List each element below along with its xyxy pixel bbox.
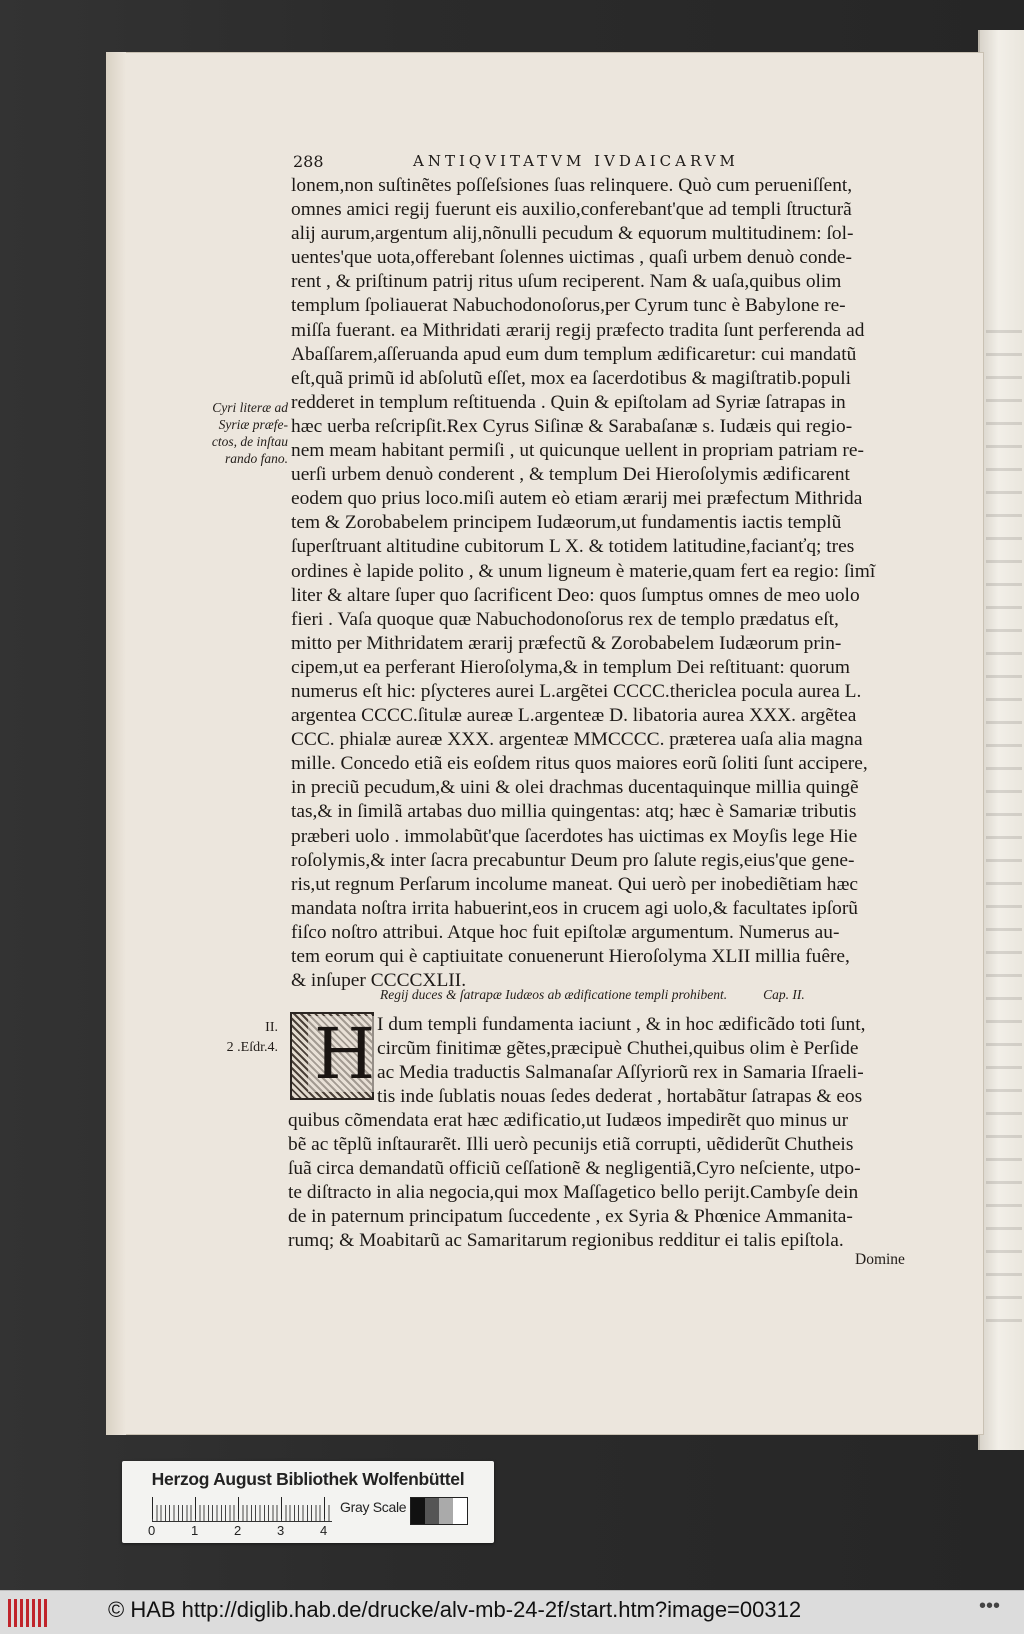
text-line: eodem quo prius loco.miſi autem eò etiam ærarij mei præfectum Mithrida (291, 488, 863, 510)
marginal-note-line: rando fano. (224, 451, 288, 466)
text-line: tem eorum qui è captiuitate conuenerunt Hieroſolyma XLII millia fuêre, (291, 946, 850, 967)
text-line: bẽ ac tẽplũ inſtaurarẽt. Illi uerò pecunijs etiã corrupti, uẽdiderũt Chutheis (288, 1134, 854, 1156)
scale-number: 0 (148, 1523, 156, 1538)
marginal-note-line: 2 .Eſdr.4. (226, 1040, 278, 1055)
text-line: miſſa fuerant. ea Mithridati ærarij regij præfecto tradita ſunt perferenda ad (291, 319, 865, 341)
text-line: circũm finitimæ gẽtes,præcipuè Chuthei,quibus olim è Perſide (377, 1038, 859, 1060)
chapter-heading (380, 987, 805, 1003)
text-line: tem & Zorobabelem principem Iudæorum,ut fundamentis iactis templũ (291, 512, 842, 534)
ruler-major-tick (195, 1497, 196, 1519)
text-line: præberi uolo . immolabũt'que ſacerdotes has uictimas ex Moyſis lege Hie (291, 825, 858, 847)
text-line: mille. Concedo etiã eis eoſdem ritus quos maiores eorũ ſoliti ſunt accipere, (291, 753, 868, 775)
ruler-major-tick (281, 1497, 282, 1519)
marginal-note-cyrus-letter (180, 399, 288, 467)
chapter-label: Cap. II. (763, 987, 805, 1002)
scale-number: 4 (320, 1523, 328, 1538)
chapter-text-indented (377, 1013, 865, 1109)
text-line: rent , & priſtinum patrij ritus uſum reciperent. Nam & uaſa,quibus olim (291, 271, 842, 293)
text-line: templum ſpoliauerat Nabuchodonoſorus,per Cyrum tunc è Babylone re- (291, 295, 846, 317)
ruler-major-tick (152, 1497, 153, 1519)
text-line: fiſco noſtro attribui. Atque hoc fuit epiſtolæ argumentum. Numerus au- (291, 921, 840, 943)
marginal-note-line: II. (265, 1020, 278, 1035)
hab-logo-icon (8, 1599, 50, 1627)
text-line: mandata noſtra irrita habuerint,eos in crucem agi uolo,& facultates ipſorũ (291, 897, 858, 919)
text-line: liter & altare ſuper quo ſacrificent Deo: quos ſumptus omnes de meo uolo (291, 584, 860, 606)
running-head: ANTIQVITATVM IVDAICARVM (413, 152, 739, 170)
gray-scale-swatch (410, 1497, 468, 1525)
scale-number: 2 (234, 1523, 242, 1538)
text-line: numerus eſt hic: pſycteres aurei L.argẽtei CCCC.thericlea pocula aurea L. (291, 680, 862, 702)
text-line: argentea CCCC.ſitulæ aureæ L.argenteæ D. libatoria aurea XXX. argẽtea (291, 705, 857, 727)
text-line: eſt,quã primũ id abſolutũ eſſet, mox ea ſacerdotibus & magiſtratib.populi (291, 367, 852, 389)
viewer-footer (0, 1590, 1024, 1634)
text-line: cipem,ut ea perferant Hieroſolyma,& in templum Dei reſtituant: quorum (291, 656, 850, 678)
text-line: CCC. phialæ aureæ XXX. argenteæ MMCCCC. præterea uaſa alia magna (291, 729, 863, 751)
text-line: de in paternum principatum ſuccedente , ex Syria & Phœnice Ammanita- (288, 1206, 853, 1228)
ruler-major-tick (238, 1497, 239, 1519)
text-line: redderet in templum reſtituenda . Quin & epiſtolam ad Syriæ ſatrapas in (291, 391, 846, 413)
page-header (293, 150, 853, 176)
scale-number: 1 (191, 1523, 199, 1538)
ruler-major-tick (324, 1497, 325, 1519)
marginal-note-line: Syriæ præfe- (218, 417, 288, 432)
text-line: & inſuper CCCCXLII. (291, 970, 467, 992)
calibration-card (122, 1461, 494, 1543)
initial-letter: H (308, 1016, 381, 1092)
library-name: Herzog August Bibliothek Wolfenbüttel (151, 1469, 465, 1489)
text-line: ſuã circa demandatũ officiũ ceſſationẽ & negligentiã,Cyro neſciente, utpo- (288, 1158, 861, 1180)
text-line: hæc uerba reſcripſit.Rex Cyrus Siſinæ & Sarabaſanæ s. Iudæis qui regio- (291, 415, 853, 437)
text-line: te diſtracto in alia negocia,qui mox Maſſagetico bello perijt.Cambyſe dein (288, 1182, 859, 1204)
main-text-block (291, 174, 875, 993)
catchword: Domine (855, 1251, 905, 1268)
text-line: ac Media traductis Salmanaſar Aſſyriorũ rex in Samaria Iſraeli- (377, 1062, 864, 1084)
text-line: rumq; & Moabitarũ ac Samaritarum regionibus redditur ei talis epiſtola. (288, 1230, 844, 1252)
scale-ruler (152, 1497, 332, 1522)
text-line: tis inde ſublatis nouas ſedes dederat , hortabãtur ſatrapas & eos (377, 1086, 863, 1108)
chapter-text-full (288, 1109, 861, 1254)
text-line: ſuperſtruant altitudine cubitorum L X. & totidem latitudine,facianťq; tres (291, 536, 855, 558)
marginal-note-line: Cyri literæ ad (212, 400, 288, 415)
text-line: nem meam habitant permiſi , ut quicunque uellent in propriam patriam re- (291, 440, 864, 462)
text-line: uerſi urbem denuò conderent , & templum Dei Hieroſolymis ædificarent (291, 464, 850, 486)
text-line: Abaſſarem,aſſeruanda apud eum dum templum ædificaretur: cui mandatũ (291, 343, 857, 365)
page-gutter-shadow (106, 52, 126, 1435)
facing-page-edge (978, 30, 1024, 1450)
text-line: uentes'que uota,offerebant ſolennes uictimas , quaſi urbem denuò conde- (291, 247, 852, 269)
text-line: roſolymis,& inter ſacra precabuntur Deum pro ſalute regis,eius'que gene- (291, 849, 855, 871)
text-line: quibus cõmendata erat hæc ædificatio,ut Iudæos impedirẽt quo minus ur (288, 1110, 849, 1131)
marginal-note-line: ctos, de inſtau (211, 434, 288, 449)
chapter-summary: Regij duces & ſatrapæ Iudæos ab ædificatione templi prohibent. (380, 987, 728, 1002)
text-line: in preciũ pecudum,& uini & olei drachmas ducentaquinque millia quingẽ (291, 777, 859, 799)
text-line: lonem,non suſtinẽtes poſſeſsiones ſuas relinquere. Quò cum perueniſſent, (291, 175, 853, 196)
text-line: tas,& in ſimilã artabas duo millia quingentas: atq; hæc è Samariæ tributis (291, 801, 857, 823)
decorated-initial (290, 1012, 374, 1100)
gray-scale-label: Gray Scale (340, 1499, 407, 1515)
more-options-icon[interactable]: ••• (978, 1595, 1000, 1617)
facing-page-text-ghost (986, 330, 1022, 1330)
scale-number: 3 (277, 1523, 285, 1538)
marginal-note-esdras (218, 1018, 278, 1058)
text-line: alij aurum,argentum alij,nõnulli pecudum & equorum multitudinem: ſol- (291, 223, 854, 245)
text-line: I dum templi fundamenta iaciunt , & in hoc ædificãdo toti ſunt, (377, 1014, 866, 1035)
source-url[interactable]: © HAB http://diglib.hab.de/drucke/alv-mb-24-2f/start.htm?image=00312 (108, 1597, 802, 1622)
text-line: mitto per Mithridatem ærarij præfectũ & Zorobabelem Iudæorum prin- (291, 632, 842, 654)
text-line: fieri . Vaſa quoque quæ Nabuchodonoſorus rex de templo prædatus eſt, (291, 608, 839, 630)
page-number: 288 (293, 152, 324, 171)
text-line: omnes amici regij fuerunt eis auxilio,conferebant'que ad templi ſtructurã (291, 199, 852, 221)
text-line: ris,ut regnum Perſarum incolume maneat. Qui uerò per inobediẽtiam hæc (291, 873, 859, 895)
text-line: ordines è lapide polito , & unum ligneum è materie,quam fert ea regio: ſimĩ (291, 560, 876, 582)
